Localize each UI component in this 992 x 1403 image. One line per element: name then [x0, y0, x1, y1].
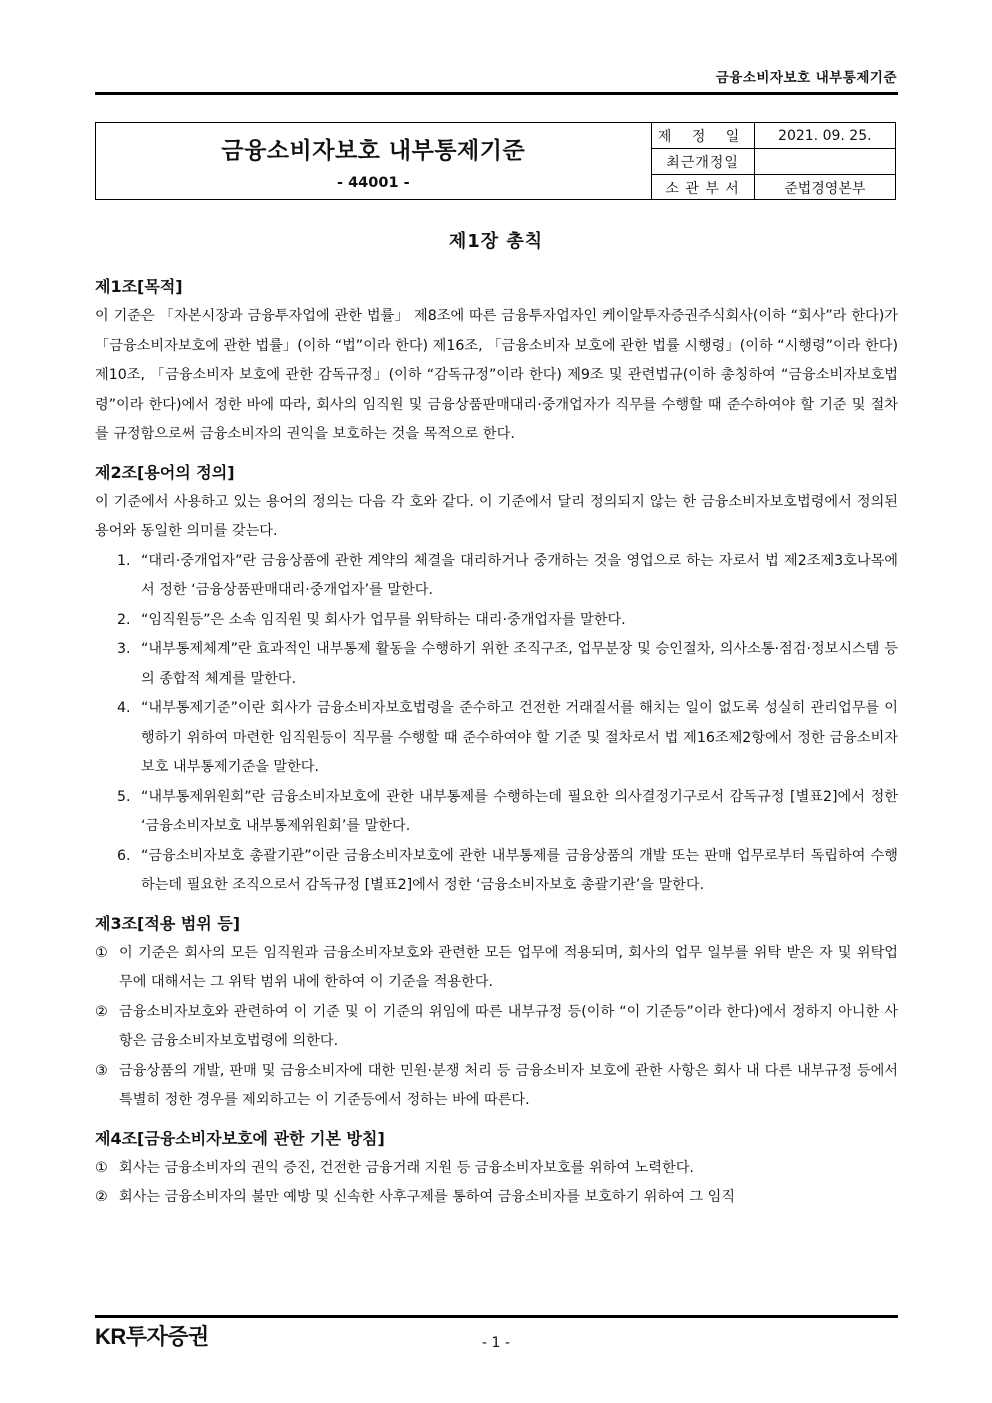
- meta-table: [651, 123, 895, 200]
- meta-key: 제 정 일: [651, 123, 754, 149]
- list-item: [95, 635, 898, 694]
- clause-number: ①: [95, 944, 108, 961]
- list-text: “금융소비자보호 총괄기관”이란 금융소비자보호에 관한 내부통제를 금융상품의 개발 또는 판매 업무로부터 독립하여 수행하는데 필요한 조직으로서 감독규정 [별표2]에서 정한 ‘금융소비자보호 총괄기관’을 말한다.: [141, 847, 898, 893]
- list-text: “내부통제기준”이란 회사가 금융소비자보호법령을 준수하고 건전한 거래질서를 해치는 일이 없도록 성실히 관리업무를 이행하기 위하여 마련한 임직원등이 직무를 수행할 때 준수하여야 할 기준 및 절차로서 법 제16조제2항에서 정한 금융소비자보호 내부통제기준을 말한다.: [141, 700, 898, 775]
- list-number: 1.: [117, 552, 131, 569]
- meta-row: [651, 123, 895, 149]
- article-title: 제4조[금융소비자보호에 관한 기본 방침]: [95, 1128, 385, 1148]
- chapter-title: 제1장 총칙: [448, 231, 544, 252]
- document-title: 금융소비자보호 내부통제기준: [221, 137, 526, 164]
- list-item: [95, 547, 898, 606]
- list-number: 5.: [117, 788, 131, 805]
- list-number: 6.: [117, 847, 131, 864]
- running-header: 금융소비자보호 내부통제기준: [715, 70, 897, 86]
- list-number: 2.: [117, 611, 131, 628]
- clause-text: 금융상품의 개발, 판매 및 금융소비자에 대한 민원·분쟁 처리 등 금융소비자 보호에 관한 사항은 회사 내 다른 내부규정 등에서 특별히 정한 경우를 제외하고는 이 기준등에서 정하는 바에 따른다.: [119, 1062, 898, 1108]
- clause-number: ②: [95, 1003, 108, 1020]
- list-item: [95, 783, 898, 842]
- clause-number: ③: [95, 1062, 108, 1079]
- document-body: [95, 272, 898, 1213]
- page-number: - 1 -: [482, 1335, 510, 1351]
- article-paragraph: 이 기준은 「자본시장과 금융투자업에 관한 법률」 제8조에 따른 금융투자업자인 케이알투자증권주식회사(이하 “회사”라 한다)가 「금융소비자보호에 관한 법률」(이하 “법”이라 한다) 제16조, 「금융소비자 보호에 관한 법률 시행령」(이하 “시행령”이라 한다) 제10조, 「금융소비자 보호에 관한 감독규정」(이하 “감독규정”이라 한다) 제9조 및 관련법규(이하 총칭하여 “금융소비자보호법령”이라 한다)에서 정한 바에 따라, 회사의 임직원 및 금융상품판매대리·중개업자가 직무를 수행할 때 준수하여야 할 기준 및 절차를 규정함으로써 금융소비자의 권익을 보호하는 것을 목적으로 한다.: [95, 308, 898, 442]
- clause-text: 이 기준은 회사의 모든 임직원과 금융소비자보호와 관련한 모든 업무에 적용되며, 회사의 업무 일부를 위탁 받은 자 및 위탁업무에 대해서는 그 위탁 범위 내에 한하여 이 기준을 적용한다.: [119, 944, 898, 990]
- company-logo: KR투자증권: [95, 1324, 209, 1349]
- meta-key: 소 관 부 서: [651, 175, 754, 201]
- clause-item: [95, 1183, 898, 1213]
- list-number: 4.: [117, 700, 131, 716]
- title-area: [96, 123, 651, 199]
- document-number: - 44001 -: [337, 174, 410, 191]
- clause-item: [95, 1154, 898, 1184]
- clause-number: ①: [95, 1159, 108, 1176]
- list-item: [95, 842, 898, 901]
- clause-item: [95, 939, 898, 998]
- list-item: [95, 606, 898, 636]
- title-box: [95, 122, 896, 200]
- meta-row: [651, 175, 895, 201]
- article-paragraph: 이 기준에서 사용하고 있는 용어의 정의는 다음 각 호와 같다. 이 기준에서 달리 정의되지 않는 한 금융소비자보호법령에서 정의된 용어와 동일한 의미를 갖는다.: [95, 493, 898, 539]
- meta-value: [754, 149, 895, 175]
- article-title: 제2조[용어의 정의]: [95, 462, 235, 482]
- footer-rule: [95, 1315, 898, 1318]
- list-number: 3.: [117, 641, 131, 657]
- meta-value: 2021. 09. 25.: [754, 123, 895, 149]
- meta-value: 준법경영본부: [754, 175, 895, 201]
- meta-key: 최근개정일: [651, 149, 754, 175]
- clause-text: 회사는 금융소비자의 불만 예방 및 신속한 사후구제를 통하여 금융소비자를 보호하기 위하여 그 임직: [119, 1189, 736, 1205]
- clause-text: 금융소비자보호와 관련하여 이 기준 및 이 기준의 위임에 따른 내부규정 등(이하 “이 기준등”이라 한다)에서 정하지 아니한 사항은 금융소비자보호법령에 의한다.: [119, 1003, 898, 1049]
- list-text: “내부통제위원회”란 금융소비자보호에 관한 내부통제를 수행하는데 필요한 의사결정기구로서 감독규정 [별표2]에서 정한 ‘금융소비자보호 내부통제위원회’를 말한다.: [141, 788, 898, 834]
- list-item: [95, 694, 898, 783]
- clause-item: [95, 998, 898, 1057]
- article-title: 제1조[목적]: [95, 277, 183, 296]
- clause-item: [95, 1057, 898, 1116]
- clause-text: 회사는 금융소비자의 권익 증진, 건전한 금융거래 지원 등 금융소비자보호를 위하여 노력한다.: [119, 1159, 694, 1176]
- article-title: 제3조[적용 범위 등]: [95, 913, 241, 933]
- list-text: “내부통제체계”란 효과적인 내부통제 활동을 수행하기 위한 조직구조, 업무분장 및 승인절차, 의사소통·점검·정보시스템 등의 종합적 체계를 말한다.: [141, 641, 898, 687]
- meta-row: [651, 149, 895, 175]
- clause-number: ②: [95, 1189, 108, 1205]
- list-text: “임직원등”은 소속 임직원 및 회사가 업무를 위탁하는 대리·중개업자를 말한다.: [141, 611, 626, 628]
- header-rule: [95, 92, 898, 95]
- list-text: “대리·중개업자”란 금융상품에 관한 계약의 체결을 대리하거나 중개하는 것을 영업으로 하는 자로서 법 제2조제3호나목에서 정한 ‘금융상품판매대리·중개업자’를 말한다.: [141, 552, 898, 598]
